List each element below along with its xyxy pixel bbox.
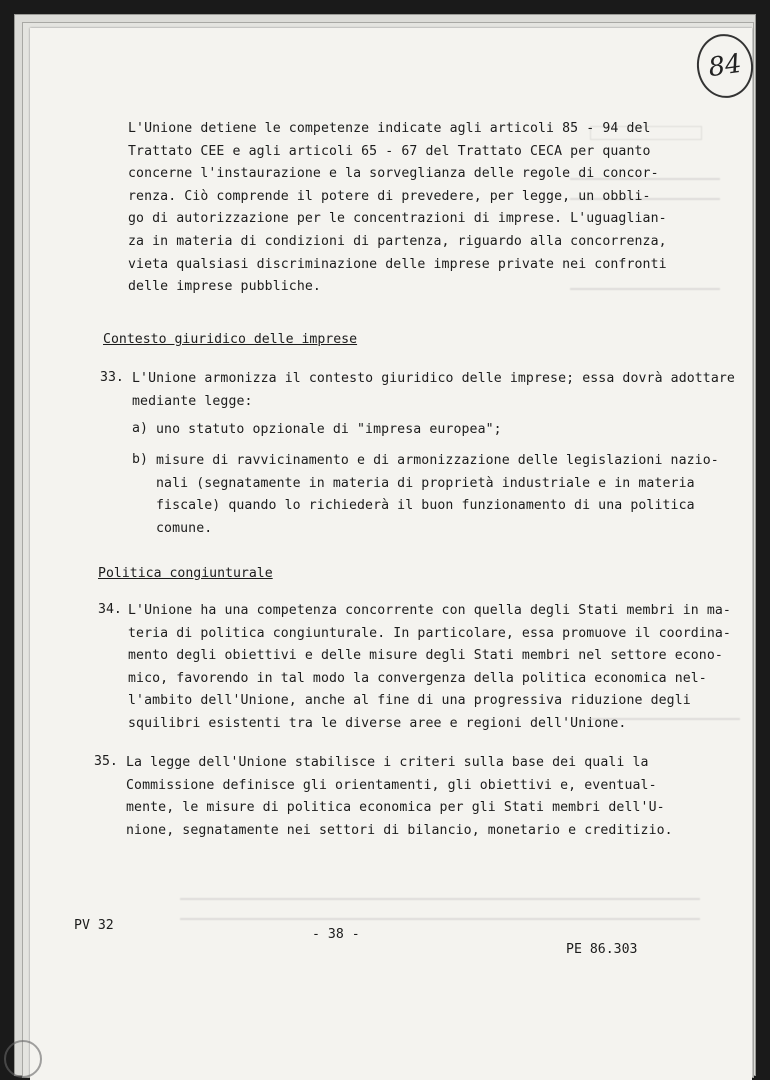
- text-line: uno statuto opzionale di "impresa europea";: [156, 422, 502, 437]
- article-number: 34.: [98, 602, 122, 617]
- handwritten-page-number-stamp: 84: [693, 30, 757, 101]
- bleed-through-line: [180, 918, 700, 920]
- text-line: vieta qualsiasi discriminazione delle imprese private nei confronti: [128, 256, 667, 272]
- text-line: l'ambito dell'Unione, anche al fine di una progressiva riduzione degli: [128, 693, 691, 709]
- list-label: a): [132, 421, 148, 436]
- text-line: mente, le misure di politica economica per gli Stati membri dell'U-: [126, 800, 665, 816]
- document-page: [30, 28, 752, 1080]
- text-line: mico, favorendo in tal modo la convergenza della politica economica nel-: [128, 670, 707, 686]
- text-line: renza. Ciò comprende il potere di prevedere, per legge, un obbli-: [128, 188, 651, 204]
- text-line: teria di politica congiunturale. In particolare, essa promuove il coordina-: [128, 625, 731, 641]
- text-line: go di autorizzazione per le concentrazioni di imprese. L'uguaglian-: [128, 211, 667, 227]
- text-line: mediante legge:: [132, 393, 253, 409]
- archive-watermark-logo: [4, 1040, 42, 1078]
- text-line: Commissione definisce gli orientamenti, gli obiettivi e, eventual-: [126, 777, 657, 793]
- bleed-through-line: [570, 288, 720, 290]
- text-line: La legge dell'Unione stabilisce i criteri sulla base dei quali la: [126, 755, 649, 770]
- text-line: concerne l'instaurazione e la sorveglianza delle regole di concor-: [128, 166, 659, 182]
- text-line: misure di ravvicinamento e di armonizzazione delle legislazioni nazio-: [156, 453, 719, 468]
- text-line: delle imprese pubbliche.: [128, 279, 321, 295]
- list-label: b): [132, 452, 148, 467]
- footer-right: PE 86.303: [566, 942, 638, 957]
- section-heading: Politica congiunturale: [98, 566, 273, 581]
- footer-page-number: - 38 -: [312, 927, 360, 942]
- text-line: L'Unione armonizza il contesto giuridico delle imprese; essa dovrà adottare: [132, 371, 735, 386]
- text-line: mento degli obiettivi e delle misure degli Stati membri nel settore econo-: [128, 648, 723, 664]
- text-line: comune.: [156, 520, 213, 536]
- text-line: L'Unione detiene le competenze indicate agli articoli 85 - 94 del: [128, 121, 651, 136]
- text-line: nali (segnatamente in materia di proprietà industriale e in materia: [156, 475, 695, 491]
- text-line: nione, segnatamente nei settori di bilancio, monetario e creditizio.: [126, 822, 673, 838]
- article-number: 35.: [94, 754, 118, 769]
- section-heading: Contesto giuridico delle imprese: [103, 332, 358, 347]
- text-line: L'Unione ha una competenza concorrente con quella degli Stati membri in ma-: [128, 603, 731, 618]
- text-line: fiscale) quando lo richiederà il buon funzionamento di una politica: [156, 498, 695, 514]
- text-line: Trattato CEE e agli articoli 65 - 67 del Trattato CECA per quanto: [128, 143, 651, 159]
- text-line: za in materia di condizioni di partenza, riguardo alla concorrenza,: [128, 234, 667, 249]
- bleed-through-line: [180, 898, 700, 900]
- text-line: squilibri esistenti tra le diverse aree e regioni dell'Unione.: [128, 716, 627, 731]
- footer-left: PV 32: [74, 918, 114, 933]
- article-number: 33.: [100, 370, 124, 385]
